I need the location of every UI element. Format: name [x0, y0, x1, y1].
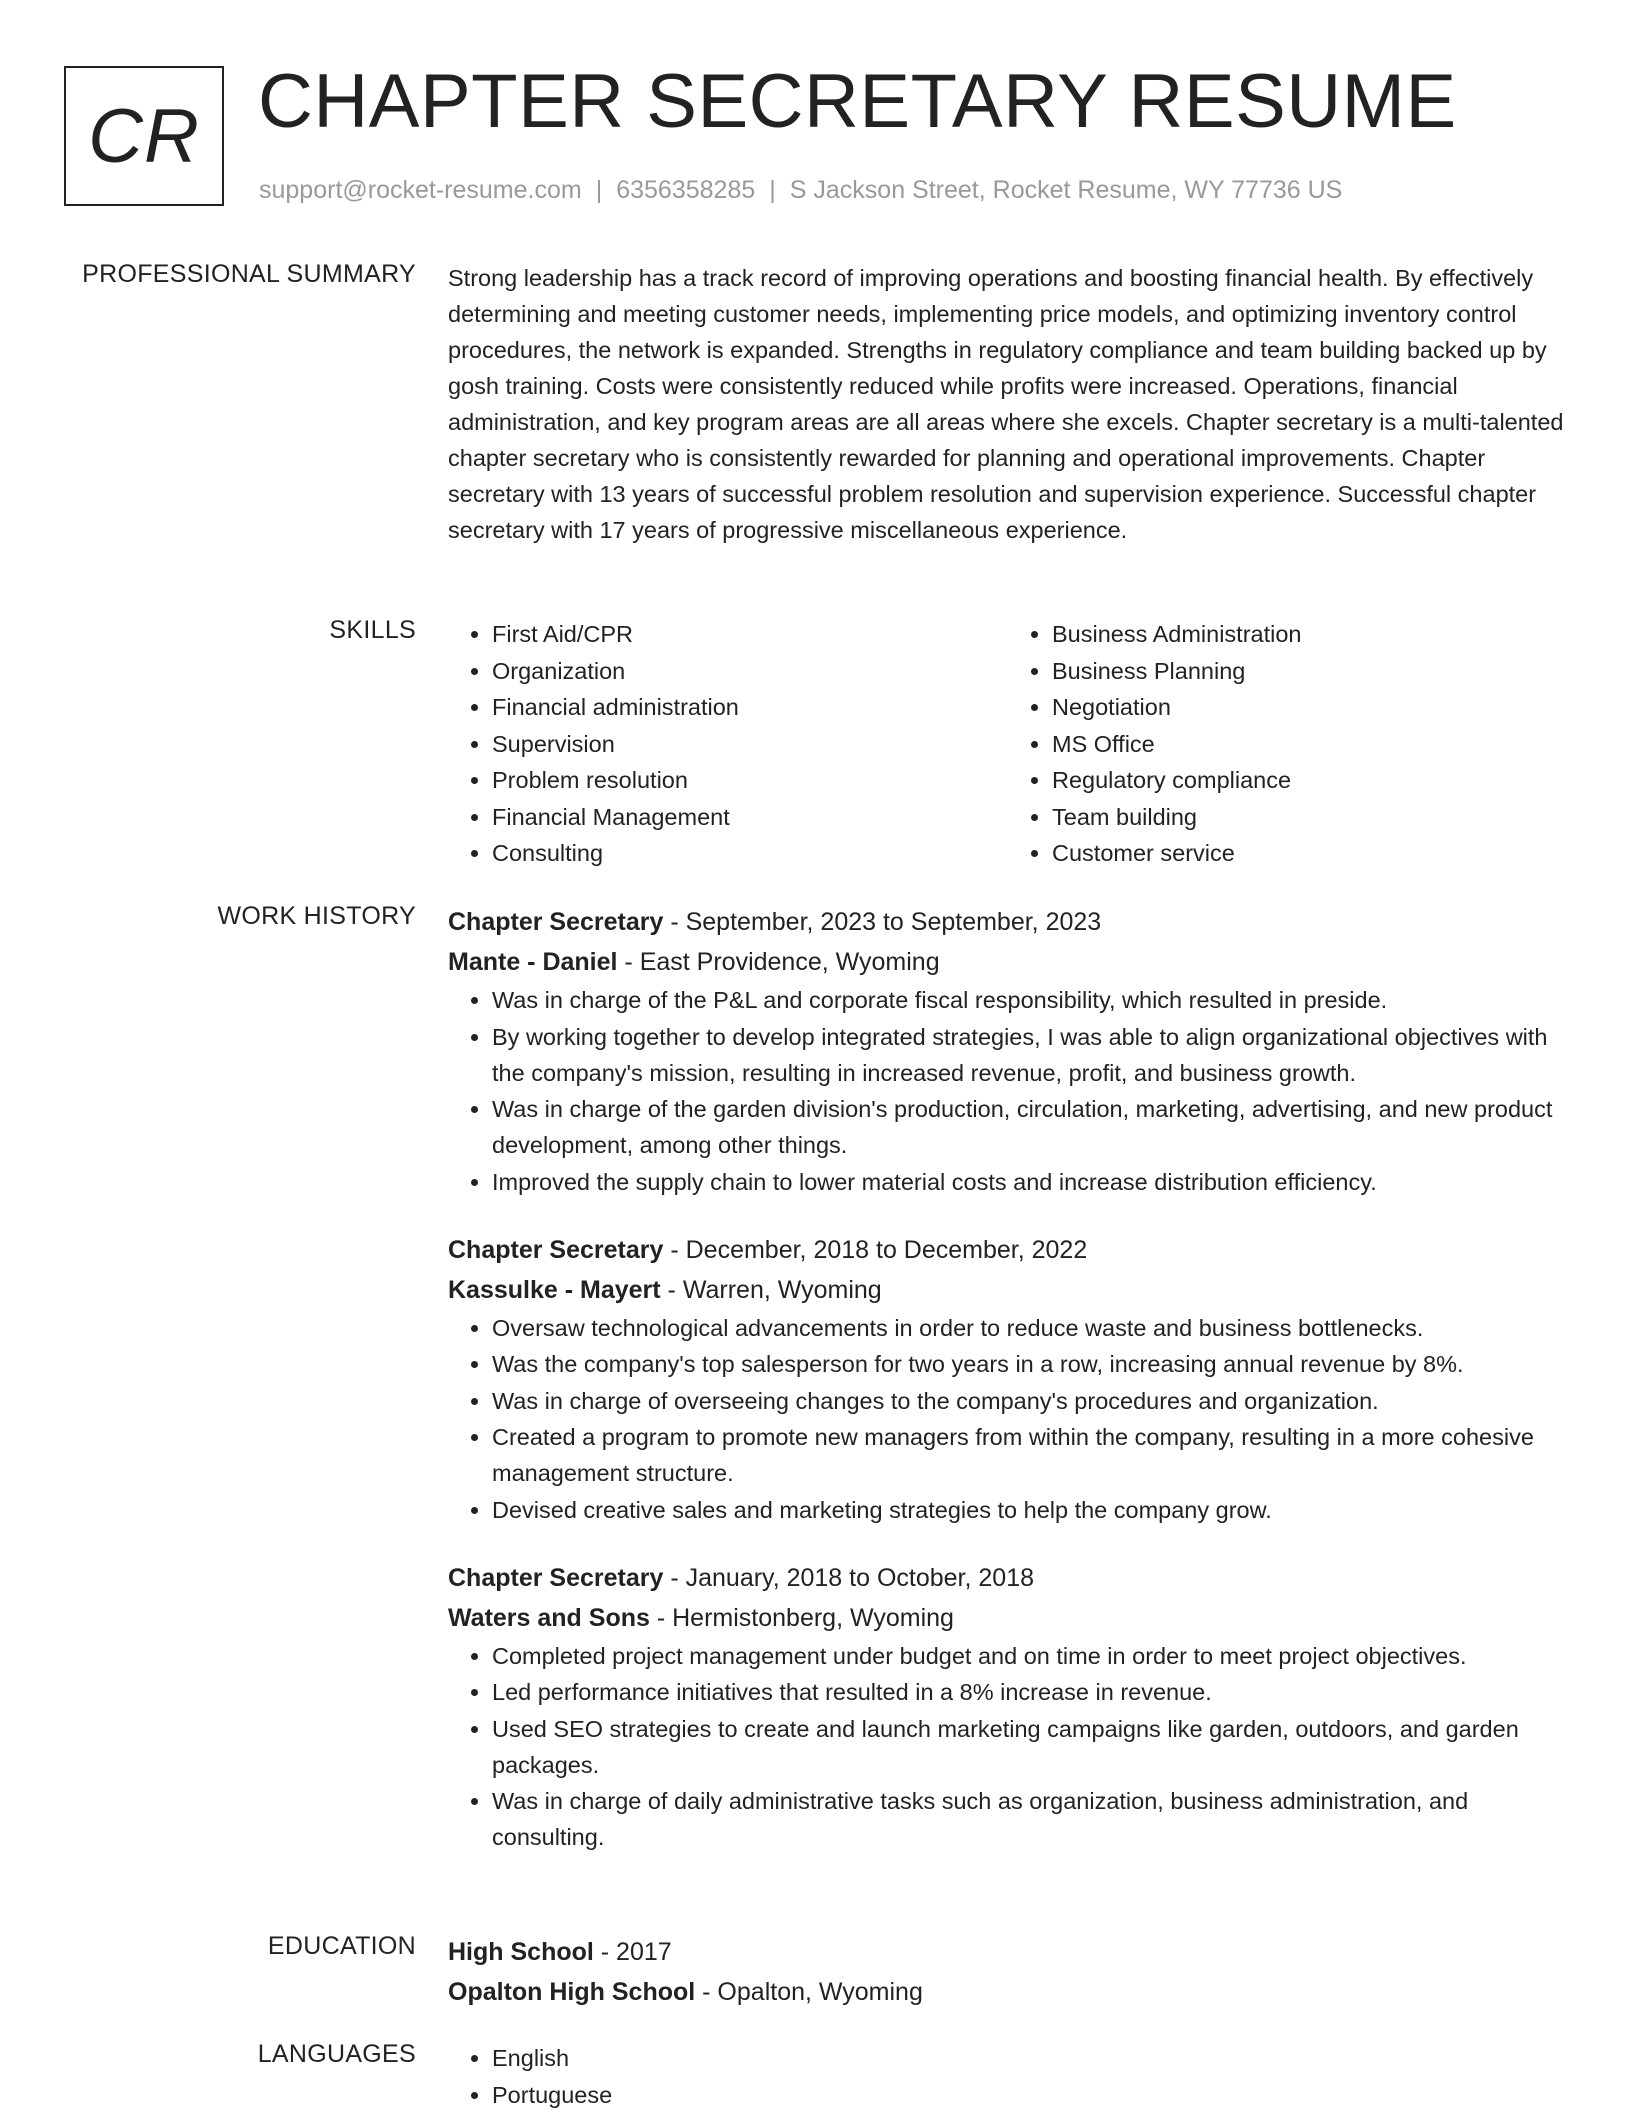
- separator: |: [769, 176, 776, 204]
- job-bullet: • By working together to develop integrated strategies, I was able to align organizational objectives with the company's mission, resulting in increased revenue, profit, and business growth.: [492, 1019, 1568, 1091]
- education-degree: High School: [448, 1938, 594, 1966]
- job-bullet: • Devised creative sales and marketing strategies to help the company grow.: [492, 1492, 1568, 1528]
- work-heading: WORK HISTORY: [217, 902, 416, 930]
- job-dates: - January, 2018 to October, 2018: [663, 1563, 1034, 1592]
- education-heading: EDUCATION: [267, 1932, 416, 1960]
- job-bullet: • Was in charge of daily administrative tasks such as organization, business administration, and consulting.: [492, 1783, 1568, 1855]
- job-title: Chapter Secretary: [448, 908, 664, 936]
- job-location: - Warren, Wyoming: [660, 1275, 882, 1304]
- job-title-line: [448, 1558, 1568, 1598]
- job-bullet: • Was the company's top salesperson for two years in a row, increasing annual revenue by 8%.: [492, 1346, 1568, 1382]
- job-title: Chapter Secretary: [448, 1563, 664, 1592]
- languages-heading: LANGUAGES: [257, 2040, 416, 2068]
- skills-list-left: [448, 616, 1008, 872]
- job-company-line: [448, 1270, 1568, 1310]
- job-company-line: [448, 942, 1568, 982]
- skill-item: • Business Administration: [1052, 616, 1568, 652]
- contact-phone: 6356358285: [616, 176, 756, 204]
- contact-line: [259, 176, 1342, 205]
- languages-body: [448, 2040, 1568, 2113]
- job-location: - Hermistonberg, Wyoming: [649, 1603, 954, 1632]
- skills-body: [448, 616, 1568, 872]
- skill-item: • Organization: [492, 653, 1008, 689]
- skill-item: • Supervision: [492, 726, 1008, 762]
- job-bullets: [448, 1310, 1568, 1528]
- job-bullet: • Was in charge of the garden division's production, circulation, marketing, advertising, and new product development, among other things.: [492, 1091, 1568, 1163]
- job-bullet: • Completed project management under budget and on time in order to meet project objectives.: [492, 1638, 1568, 1674]
- job-bullet: • Led performance initiatives that resulted in a 8% increase in revenue.: [492, 1674, 1568, 1710]
- education-school: Opalton High School: [448, 1978, 696, 2006]
- job-dates: - September, 2023 to September, 2023: [663, 908, 1102, 936]
- skill-item: • Consulting: [492, 835, 1008, 871]
- job-bullet: • Oversaw technological advancements in order to reduce waste and business bottlenecks.: [492, 1310, 1568, 1346]
- skills-list-right: [1008, 616, 1568, 872]
- job-company: Kassulke - Mayert: [448, 1275, 661, 1304]
- job-bullets: [448, 982, 1568, 1200]
- job-bullet: • Used SEO strategies to create and launch marketing campaigns like garden, outdoors, and garden packages.: [492, 1711, 1568, 1783]
- job-title: Chapter Secretary: [448, 1235, 664, 1264]
- skill-item: • Problem resolution: [492, 762, 1008, 798]
- education-location: - Opalton, Wyoming: [695, 1978, 923, 2006]
- language-item: • English: [492, 2040, 1568, 2076]
- skills-heading: SKILLS: [329, 616, 416, 644]
- summary-heading: PROFESSIONAL SUMMARY: [82, 260, 416, 288]
- education-year: - 2017: [593, 1938, 672, 1966]
- job-bullet: • Was in charge of overseeing changes to the company's procedures and organization.: [492, 1383, 1568, 1419]
- skill-item: • Financial administration: [492, 689, 1008, 725]
- job-bullets: [448, 1638, 1568, 1856]
- page-title: CHAPTER SECRETARY RESUME: [258, 59, 1457, 144]
- job-dates: - December, 2018 to December, 2022: [663, 1235, 1088, 1264]
- job-company-line: [448, 1598, 1568, 1638]
- education-degree-line: [448, 1932, 1568, 1972]
- job-company: Mante - Daniel: [448, 948, 618, 976]
- job-entry: [448, 902, 1568, 1200]
- skill-item: • MS Office: [1052, 726, 1568, 762]
- languages-list: [448, 2040, 1568, 2113]
- skill-item: • First Aid/CPR: [492, 616, 1008, 652]
- job-company: Waters and Sons: [448, 1603, 650, 1632]
- skill-item: • Business Planning: [1052, 653, 1568, 689]
- job-location: - East Providence, Wyoming: [617, 948, 940, 976]
- job-bullet: • Created a program to promote new managers from within the company, resulting in a more cohesive management structure.: [492, 1419, 1568, 1491]
- language-item: • Portuguese: [492, 2077, 1568, 2113]
- job-title-line: [448, 1230, 1568, 1270]
- job-entry: [448, 1230, 1568, 1528]
- education-school-line: [448, 1972, 1568, 2012]
- education-body: [448, 1932, 1568, 2012]
- separator: |: [595, 176, 603, 204]
- contact-address: S Jackson Street, Rocket Resume, WY 77736 US: [789, 176, 1343, 204]
- skill-item: • Regulatory compliance: [1052, 762, 1568, 798]
- skill-item: • Team building: [1052, 799, 1568, 835]
- contact-email: support@rocket-resume.com: [259, 176, 582, 204]
- work-body: [448, 902, 1568, 1885]
- summary-body: [448, 260, 1568, 548]
- skill-item: • Negotiation: [1052, 689, 1568, 725]
- skill-item: • Customer service: [1052, 835, 1568, 871]
- job-title-line: [448, 902, 1568, 942]
- job-entry: [448, 1558, 1568, 1856]
- summary-text: Strong leadership has a track record of improving operations and boosting financial health. By effectively determining and meeting customer needs, implementing price models, and optimizing inventory control procedures, the network is expanded. Strengths in regulatory compliance and team building backed up by gosh training. Costs were consistently reduced while profits were increased. Operations, financial administration, and key program areas are all areas where she excels. Chapter secretary is a multi-talented chapter secretary who is consistently rewarded for planning and operational improvements. Chapter secretary with 13 years of successful problem resolution and supervision experience. Successful chapter secretary with 17 years of progressive miscellaneous experience.: [448, 265, 1564, 543]
- job-bullet: • Was in charge of the P&L and corporate fiscal responsibility, which resulted in preside.: [492, 982, 1568, 1018]
- monogram-logo: CR: [64, 66, 224, 206]
- job-bullet: • Improved the supply chain to lower material costs and increase distribution efficiency.: [492, 1164, 1568, 1200]
- skill-item: • Financial Management: [492, 799, 1008, 835]
